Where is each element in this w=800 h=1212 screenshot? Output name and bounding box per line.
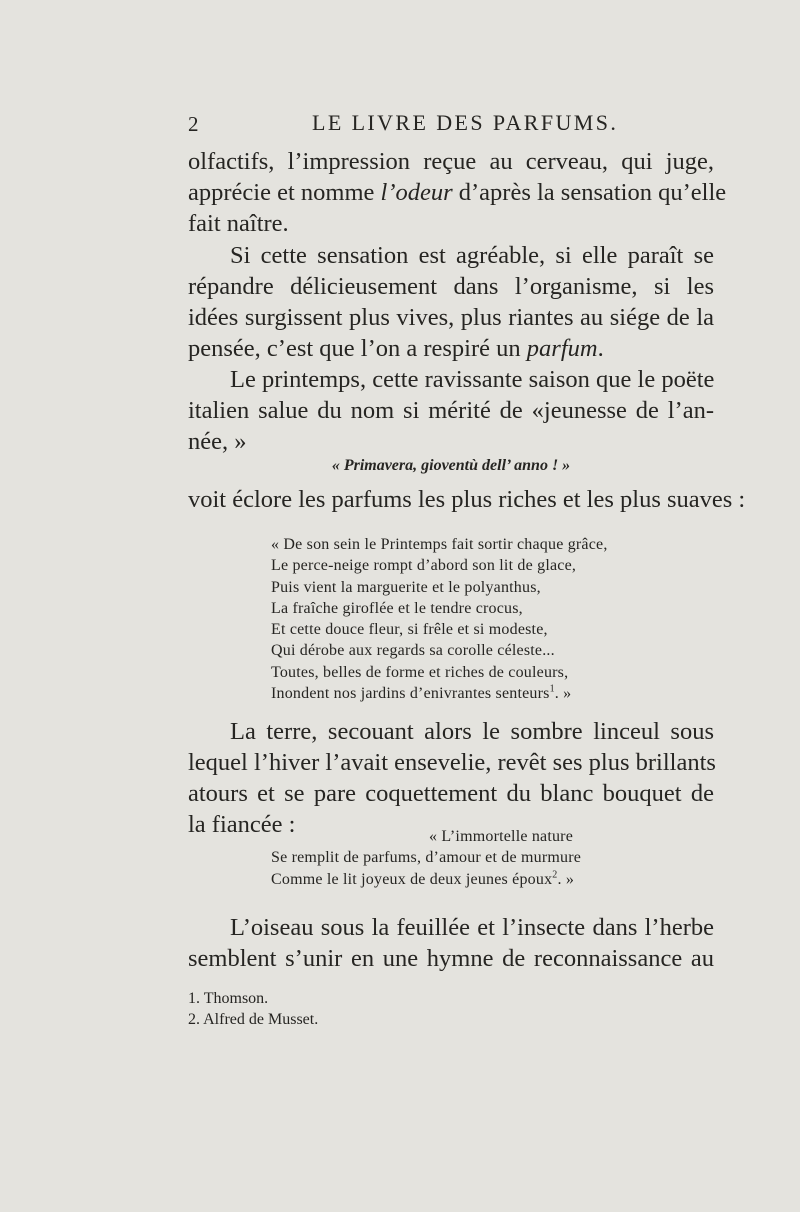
footnote-ref: 1 — [549, 683, 555, 695]
verse-line: Le perce-neige rompt d’abord son lit de glace, — [271, 557, 577, 575]
italian-quote: « Primavera, gioventù dell’ anno ! » — [331, 457, 571, 474]
verse-line: Qui dérobe aux regards sa corolle céleste... — [271, 642, 555, 660]
verse-line: Inondent nos jardins d’enivrantes senteurs$^1$. » — [271, 683, 572, 703]
text-line: L’oiseau sous la feuillée et l’insecte dans l’herbe — [230, 914, 714, 941]
footnote-ref: 2 — [552, 869, 558, 881]
paragraph-3 — [188, 364, 714, 457]
text-line: la fiancée : — [188, 811, 296, 838]
paragraph-3-continuation — [188, 484, 746, 515]
verse-line: Comme le lit joyeux de deux jeunes époux$^2$. » — [271, 869, 575, 888]
verse-line: Toutes, belles de forme et riches de couleurs, — [271, 663, 569, 681]
verse-line: Puis vient la marguerite et le polyanthus, — [271, 578, 541, 596]
paragraph-2 — [188, 240, 714, 364]
page-number: 2 — [188, 112, 199, 136]
verse-line: « De son sein le Printemps fait sortir chaque grâce, — [271, 536, 608, 553]
verse-line: Et cette douce fleur, si frêle et si modeste, — [271, 621, 548, 639]
text-line: olfactifs, l’impression reçue au cerveau, qui juge, — [188, 148, 714, 175]
emphasis: l’odeur — [380, 179, 453, 206]
text-line: La terre, secouant alors le sombre linceul sous — [230, 718, 714, 745]
text-line: pensée, c’est que l’on a respiré un parfum. — [188, 335, 604, 362]
footnote: 2. Alfred de Musset. — [188, 1011, 319, 1028]
text-line: répandre délicieusement dans l’organisme, si les — [188, 273, 714, 300]
text-line: née, » — [188, 428, 247, 455]
paragraph-1 — [188, 146, 727, 239]
verse-block-2 — [271, 826, 691, 890]
text-line: Si cette sensation est agréable, si elle paraît se — [230, 242, 714, 269]
text-line: Le printemps, cette ravissante saison que le poëte — [230, 366, 715, 393]
text-line: idées surgissent plus vives, plus riantes au siége de la — [188, 304, 714, 331]
text-line: apprécie et nomme l’odeur d’après la sensation qu’elle — [188, 179, 727, 206]
text-line: semblent s’unir en une hymne de reconnaissance au — [188, 945, 714, 972]
emphasis: parfum — [526, 335, 598, 362]
paragraph-5 — [188, 912, 714, 974]
footnote: 1. Thomson. — [188, 990, 269, 1007]
paragraph-4 — [188, 716, 714, 840]
verse-block-1 — [271, 534, 691, 704]
footnotes — [188, 988, 318, 1030]
text-line: fait naître. — [188, 210, 289, 237]
verse-line: Se remplit de parfums, d’amour et de murmure — [271, 849, 582, 867]
verse-line: La fraîche giroflée et le tendre crocus, — [271, 599, 523, 617]
text-line: atours et se pare coquettement du blanc bouquet de — [188, 780, 714, 807]
verse-line: « L’immortelle nature — [429, 828, 574, 845]
running-title: LE LIVRE DES PARFUMS. — [312, 110, 619, 135]
text-line: voit éclore les parfums les plus riches et les plus suaves : — [188, 486, 746, 513]
text-line: italien salue du nom si mérité de «jeunesse de l’an- — [188, 397, 714, 424]
page-header — [188, 112, 724, 140]
text-line: lequel l’hiver l’avait ensevelie, revêt ses plus brillants — [188, 749, 716, 776]
